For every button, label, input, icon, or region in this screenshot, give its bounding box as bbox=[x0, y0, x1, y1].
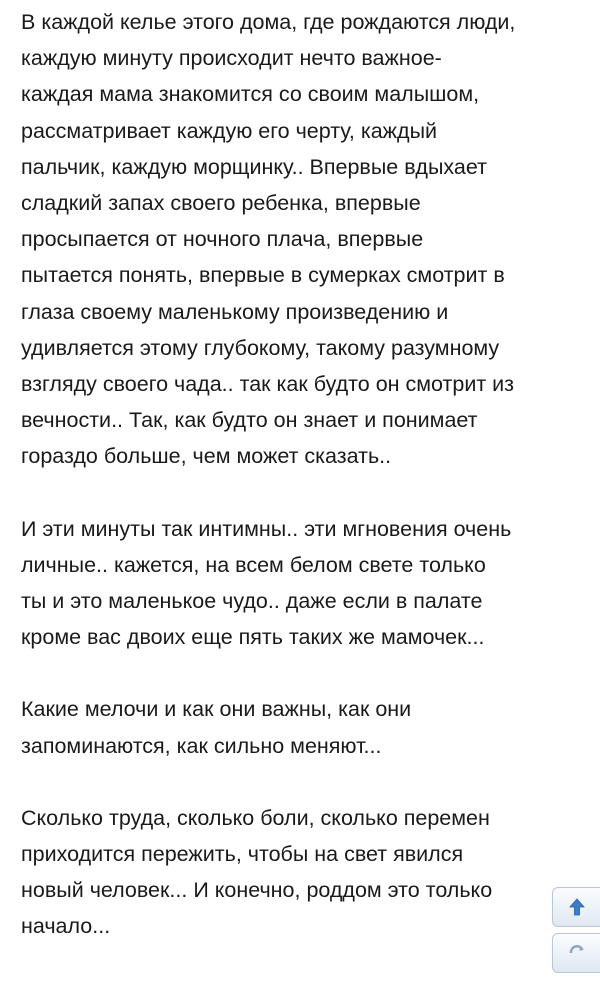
text-line: личные.. кажется, на всем белом свете только bbox=[21, 552, 486, 577]
refresh-icon bbox=[568, 944, 586, 962]
text-line: приходится пережить, чтобы на свет явился bbox=[21, 842, 464, 867]
paragraph-1 bbox=[21, 4, 591, 475]
paragraph-4 bbox=[21, 800, 591, 945]
text-line: рассматривает каждую его черту, каждый bbox=[21, 118, 438, 143]
text-line: Сколько труда, сколько боли, сколько перемен bbox=[21, 805, 490, 830]
text-line: запоминаются, как сильно меняют... bbox=[21, 733, 382, 758]
arrow-up-icon bbox=[569, 898, 585, 916]
text-line: Какие мелочи и как они важны, как они bbox=[21, 697, 412, 722]
text-line: взгляду своего чада.. так как будто он смотрит из bbox=[21, 372, 515, 397]
text-line: кроме вас двоих еще пять таких же мамочек... bbox=[21, 625, 485, 650]
text-line: просыпается от ночного плача, впервые bbox=[21, 227, 424, 252]
text-line: пальчик, каждую морщинку.. Впервые вдыхает bbox=[21, 154, 487, 179]
text-line: ты и это маленькое чудо.. даже если в палате bbox=[21, 589, 483, 614]
text-line: сладкий запах своего ребенка, впервые bbox=[21, 191, 421, 216]
paragraph-3 bbox=[21, 691, 591, 763]
text-line: глаза своему маленькому произведению и bbox=[21, 299, 449, 324]
refresh-button[interactable] bbox=[552, 933, 600, 973]
text-line: начало... bbox=[21, 914, 111, 939]
text-line: пытается понять, впервые в сумерках смотрит в bbox=[21, 263, 505, 288]
paragraph-2 bbox=[21, 511, 591, 656]
article-body bbox=[21, 4, 591, 981]
text-line: вечности.. Так, как будто он знает и понимает bbox=[21, 408, 478, 433]
text-line: И эти минуты так интимны.. эти мгновения очень bbox=[21, 516, 512, 541]
text-line: удивляется этому глубокому, такому разумному bbox=[21, 335, 500, 360]
text-line: новый человек... И конечно, роддом это только bbox=[21, 878, 493, 903]
text-line: каждую минуту происходит нечто важное- bbox=[21, 46, 442, 71]
text-line: каждая мама знакомится со своим малышом, bbox=[21, 82, 480, 107]
scroll-controls bbox=[550, 887, 600, 957]
text-line: В каждой келье этого дома, где рождаются люди, bbox=[21, 10, 516, 34]
text-line: гораздо больше, чем может сказать.. bbox=[21, 444, 392, 469]
scroll-to-top-button[interactable] bbox=[552, 887, 600, 927]
